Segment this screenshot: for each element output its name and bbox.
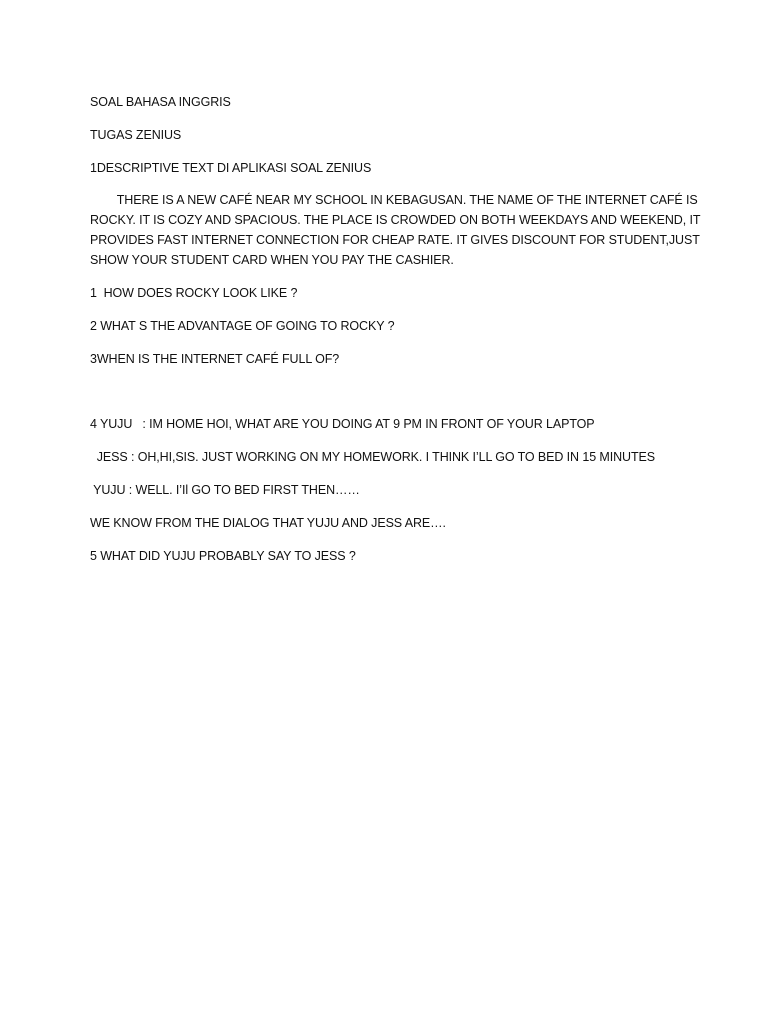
passage-line: SHOW YOUR STUDENT CARD WHEN YOU PAY THE CASHIER. xyxy=(90,253,454,267)
section-title: 1DESCRIPTIVE TEXT DI APLIKASI SOAL ZENIUS xyxy=(90,161,372,175)
heading-assignment: TUGAS ZENIUS xyxy=(90,128,182,142)
reading-passage xyxy=(90,190,701,270)
question-3: 3WHEN IS THE INTERNET CAFÉ FULL OF? xyxy=(90,352,340,366)
question-1: 1 HOW DOES ROCKY LOOK LIKE ? xyxy=(90,286,298,300)
question-5: 5 WHAT DID YUJU PROBABLY SAY TO JESS ? xyxy=(90,549,356,563)
passage-line: PROVIDES FAST INTERNET CONNECTION FOR CHEAP RATE. IT GIVES DISCOUNT FOR STUDENT,JUST xyxy=(90,233,700,247)
dialog-line: JESS : OH,HI,SIS. JUST WORKING ON MY HOMEWORK. I THINK I’LL GO TO BED IN 15 MINUTES xyxy=(90,450,655,464)
dialog-line: YUJU : WELL. I’Il GO TO BED FIRST THEN…… xyxy=(90,483,360,497)
passage-line: THERE IS A NEW CAFÉ NEAR MY SCHOOL IN KEBAGUSAN. THE NAME OF THE INTERNET CAFÉ IS xyxy=(90,193,698,207)
dialog-line: 4 YUJU : IM HOME HOI, WHAT ARE YOU DOING AT 9 PM IN FRONT OF YOUR LAPTOP xyxy=(90,417,595,431)
question-2: 2 WHAT S THE ADVANTAGE OF GOING TO ROCKY ? xyxy=(90,319,395,333)
passage-line: ROCKY. IT IS COZY AND SPACIOUS. THE PLACE IS CROWDED ON BOTH WEEKDAYS AND WEEKEND, IT xyxy=(90,213,701,227)
question-4: WE KNOW FROM THE DIALOG THAT YUJU AND JESS ARE…. xyxy=(90,516,446,530)
heading-subject: SOAL BAHASA INGGRIS xyxy=(90,95,231,109)
